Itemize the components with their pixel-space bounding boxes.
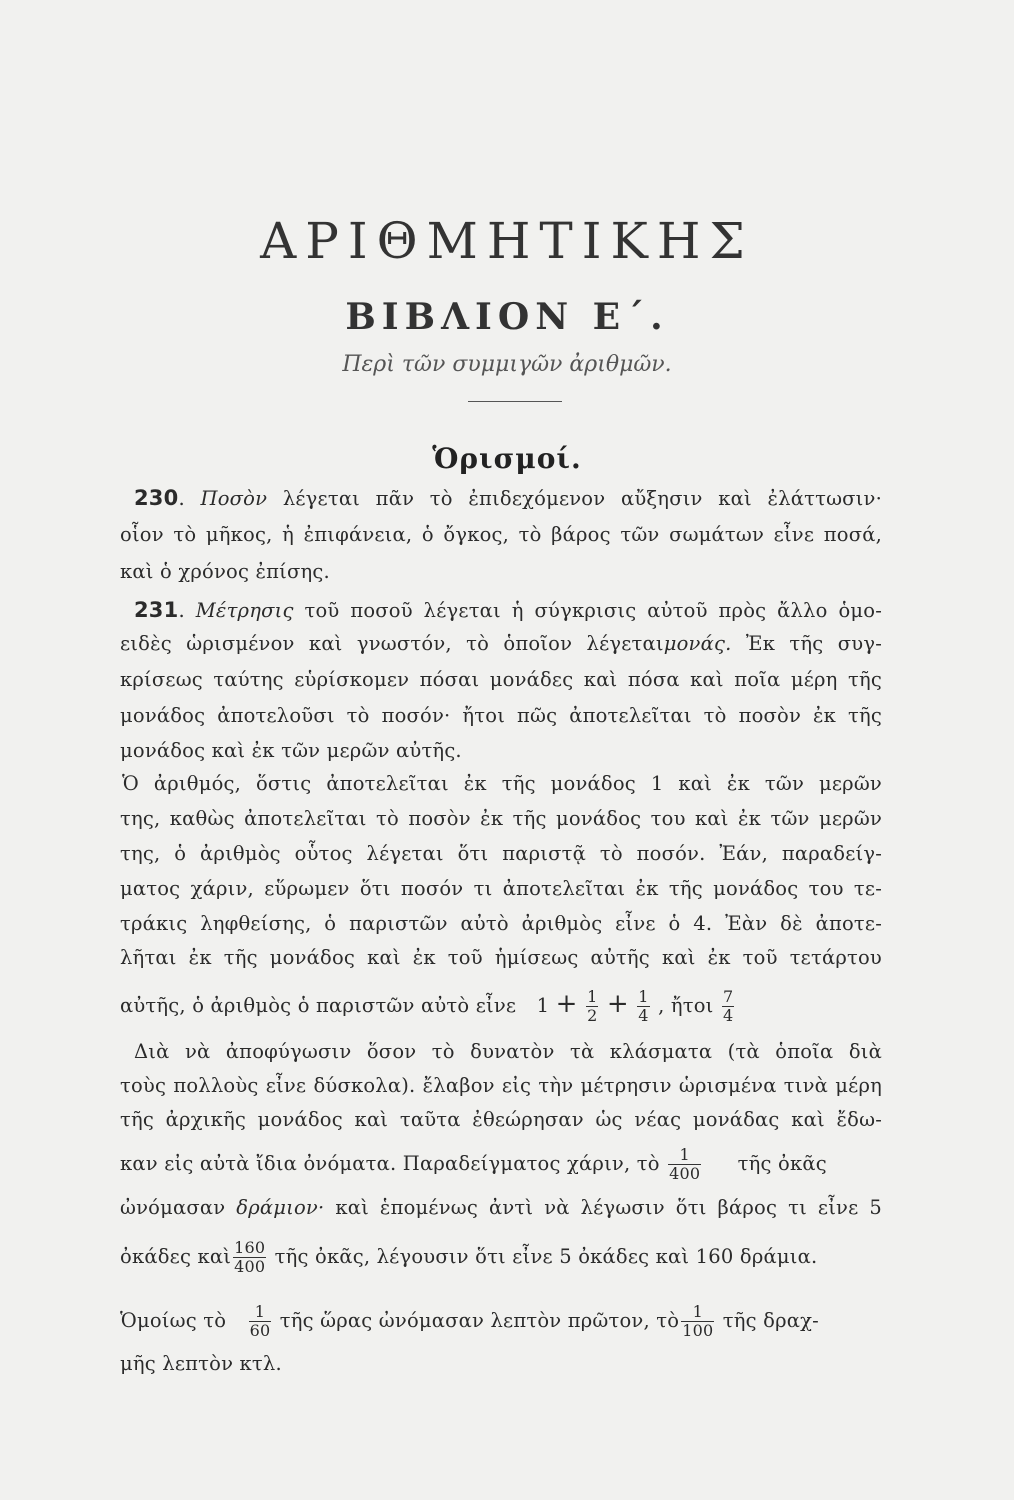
paragraph-231-line-5: μονάδος καὶ ἐκ τῶν μερῶν αὐτῆς. [120,739,462,762]
paragraph-numbers-line-1: Ὁ ἀριθμός, ὅστις ἀποτελεῖται ἐκ τῆς μονάδος 1 καὶ ἐκ τῶν μερῶν [122,772,882,795]
text-segment: τῆς ὀκᾶς [737,1152,827,1175]
text-segment: τοῦ ποσοῦ λέγεται ἡ σύγκρισις αὐτοῦ πρὸς ἄλλο ὁμο- [304,599,882,622]
paragraph-numbers-line-3: της, ὁ ἀριθμὸς οὗτος λέγεται ὅτι παριστᾷ τὸ ποσόν. Ἐάν, παραδείγ- [120,842,882,865]
text-segment: ὀκάδες καὶ [120,1245,232,1268]
fraction-numerator: 1 [587,987,598,1006]
text-segment: Ὁμοίως τὸ [120,1309,227,1332]
paragraph-units-line-4 [120,1142,882,1186]
text-segment: τῆς ὀκᾶς, λέγουσιν ὅτι εἶνε 5 ὀκάδες καὶ 160 δράμια. [274,1245,818,1268]
text-segment: , ἤτοι [658,994,714,1017]
fraction-one-quarter [637,988,649,1025]
term-monas: μονάς. [663,632,732,655]
term-dramion: δράμιον· [236,1196,325,1219]
fraction-numerator: 1 [638,987,649,1006]
text-segment: Διὰ νὰ ἀποφύγωσιν ὅσον τὸ δυνατὸν τὰ κλάσματα (τὰ ὁποῖα διὰ [134,1040,882,1063]
section-heading: Ὁρισμοί. [432,442,582,475]
fraction-denominator: 2 [587,1006,598,1025]
paragraph-number-230: 230 [134,486,179,510]
book-subtitle: Περὶ τῶν συμμιγῶν ἀριθμῶν. [342,352,672,377]
plus-sign: + [606,989,629,1019]
paragraph-units-line-6 [120,1232,882,1282]
fraction-one-sixtieth [249,1303,272,1340]
fraction-numerator: 160 [234,1238,266,1257]
term-metrisis: Μέτρησις [195,599,294,622]
text-segment: λέγεται πᾶν τὸ ἐπιδεχόμενον αὔξησιν καὶ ἐλάττωσιν· [282,487,882,510]
fraction-denominator: 4 [638,1006,649,1025]
fraction-denominator: 400 [234,1257,266,1276]
number-one: 1 [536,994,550,1017]
paragraph-230-line-1: 230. Ποσὸν λέγεται πᾶν τὸ ἐπιδεχόμενον αὔξησιν καὶ ἐλάττωσιν· [134,486,882,510]
paragraph-units-line-1 [120,1038,882,1066]
text-segment: καν εἰς αὐτὰ ἴδια ὀνόματα. Παραδείγματος χάριν, τὸ [120,1152,660,1175]
text-segment: τῆς ὥρας ὠνόμασαν λεπτὸν πρῶτον, τὸ [279,1309,680,1332]
fraction-seven-quarters [722,988,734,1025]
paragraph-numbers-line-2: της, καθὼς ἀποτελεῖται τὸ ποσὸν ἐκ τῆς μονάδος του καὶ ἐκ τῶν μερῶν [120,807,882,830]
text-segment: τῆς δραχ- [722,1309,819,1332]
paragraph-231-line-1: 231. Μέτρησις τοῦ ποσοῦ λέγεται ἡ σύγκρισις αὐτοῦ πρὸς ἄλλο ὁμο- [134,598,882,622]
text-segment: αὐτῆς, ὁ ἀριθμὸς ὁ παριστῶν αὐτὸ εἶνε [120,994,517,1017]
paragraph-units-line-7 [120,1296,882,1346]
text-segment: ειδὲς ὡρισμένον καὶ γνωστόν, τὸ ὁποῖον λέγεται [120,632,664,655]
paragraph-numbers-line-5: τράκις ληφθείσης, ὁ παριστῶν αὐτὸ ἀριθμὸς εἶνε ὁ 4. Ἐὰν δὲ ἀποτε- [120,912,882,935]
paragraph-units-line-3: τῆς ἀρχικῆς μονάδος καὶ ταῦτα ἐθεώρησαν ὡς νέας μονάδας καὶ ἔδω- [120,1108,882,1131]
fraction-numerator: 1 [249,1303,272,1322]
paragraph-units-line-5 [120,1194,882,1222]
fraction-160-400 [233,1239,266,1276]
book-heading: ΒΙΒΛΙΟΝ Ε΄. [345,296,669,338]
paragraph-numbers-line-7 [120,984,882,1026]
paragraph-230-line-3: καὶ ὁ χρόνος ἐπίσης. [120,560,330,583]
text-segment: ὠνόμασαν [120,1196,226,1219]
fraction-numerator: 7 [722,987,734,1006]
paragraph-number-231: 231 [134,598,179,622]
plus-sign: + [555,989,578,1019]
paragraph-231-line-2 [120,630,882,658]
fraction-denominator: 100 [682,1321,714,1340]
paragraph-numbers-line-4: ματος χάριν, εὕρωμεν ὅτι ποσόν τι ἀποτελεῖται ἐκ τῆς μονάδος του τε- [120,877,882,900]
fraction-one-four-hundredth [668,1146,701,1183]
fraction-denominator: 400 [669,1164,701,1183]
fraction-numerator: 1 [668,1146,701,1165]
paragraph-numbers-line-6: λῆται ἐκ τῆς μονάδος καὶ ἐκ τοῦ ἡμίσεως αὐτῆς καὶ ἐκ τοῦ τετάρτου [120,946,882,969]
paragraph-units-line-8: μῆς λεπτὸν κτλ. [120,1352,282,1375]
fraction-denominator: 60 [249,1321,271,1340]
term-poson: Ποσὸν [200,487,268,510]
divider-rule [468,401,562,402]
paragraph-230-line-2: οἷον τὸ μῆκος, ἡ ἐπιφάνεια, ὁ ὄγκος, τὸ βάρος τῶν σωμάτων εἶνε ποσά, [120,523,882,546]
fraction-denominator: 4 [722,1006,734,1025]
paragraph-231-line-3: κρίσεως ταύτης εὑρίσκομεν πόσαι μονάδες καὶ πόσα καὶ ποῖα μέρη τῆς [120,668,882,691]
fraction-numerator: 1 [681,1303,714,1322]
paragraph-units-line-2: τοὺς πολλοὺς εἶνε δύσκολα). ἔλαβον εἰς τὴν μέτρησιν ὡρισμένα τινὰ μέρη [120,1074,882,1097]
page-title: ΑΡΙΘΜΗΤΙΚΗΣ [260,212,754,270]
text-segment: Ἐκ τῆς συγ- [745,632,882,655]
paragraph-231-line-4: μονάδος ἀποτελοῦσι τὸ ποσόν· ἤτοι πῶς ἀποτελεῖται τὸ ποσὸν ἐκ τῆς [120,704,882,727]
fraction-one-half [586,988,598,1025]
fraction-one-hundredth [681,1303,714,1340]
text-segment: καὶ ἑπομένως ἀντὶ νὰ λέγωσιν ὅτι βάρος τι εἶνε 5 [335,1196,882,1219]
